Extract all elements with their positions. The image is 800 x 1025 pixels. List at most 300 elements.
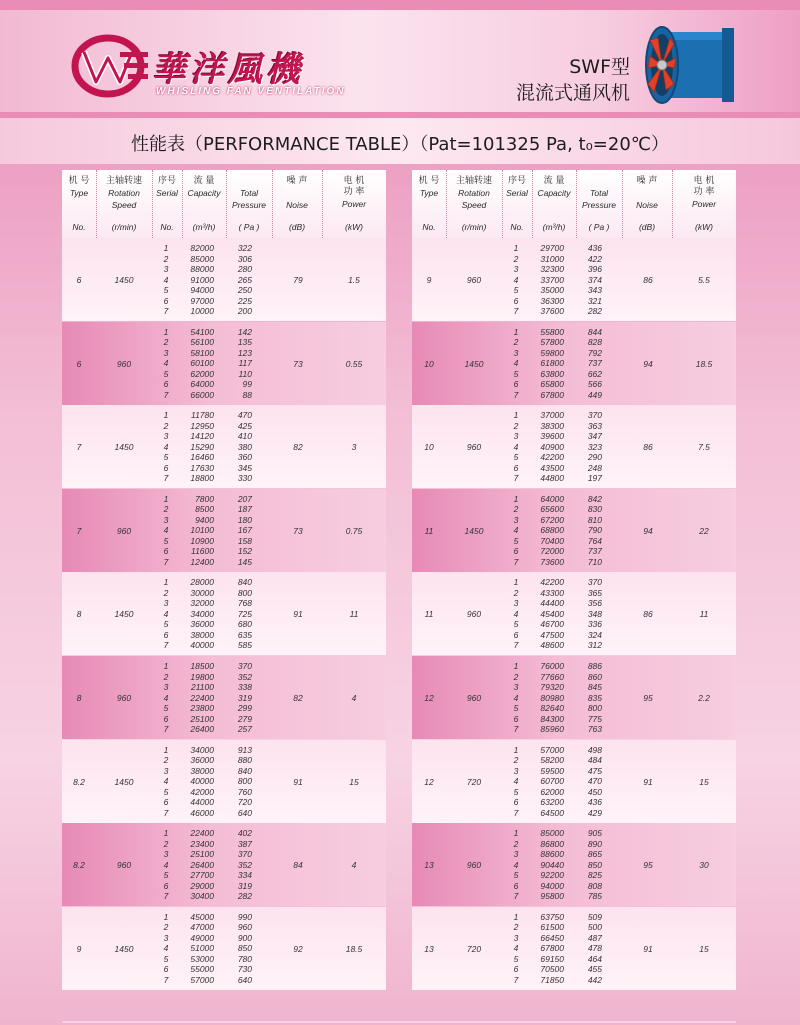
cell-capacity: 63200 [540,797,564,808]
cell-capacity: 49000 [190,932,214,943]
cell-power: 18.5 [345,943,363,954]
cell-speed: 960 [466,693,482,703]
cell-speed: 960 [466,442,482,453]
cell-capacity: 90440 [540,859,564,870]
cell-capacity: 40000 [190,776,214,787]
cell-pressure: 257 [237,724,252,734]
cell-pressure: 835 [587,692,602,703]
table-row [62,322,386,405]
cell-pressure: 800 [237,587,252,598]
cell-speed: 1450 [114,609,134,620]
cell-serial: 1 [513,243,519,253]
cell-capacity: 67800 [540,389,564,400]
cell-pressure: 830 [587,504,602,515]
cell-noise: 86 [643,275,653,285]
cell-noise: 95 [643,693,653,703]
cell-serial: 6 [513,713,519,724]
cell-serial: 6 [163,379,169,390]
cell-capacity: 60700 [540,776,564,787]
header-speed: 主轴转速 Rotation Speed (r/min) [105,176,142,232]
cell-serial: 7 [163,974,169,985]
cell-pressure: 635 [237,629,252,640]
cell-pressure: 299 [237,703,252,713]
cell-serial: 1 [513,828,519,839]
model-description: 混流式通风机 [515,82,630,104]
cell-capacity-list [532,661,564,735]
cell-type: 12 [424,693,434,703]
cell-capacity: 42200 [540,452,564,463]
cell-pressure-list [228,327,252,401]
cell-capacity: 28000 [190,577,214,588]
cell-capacity: 22400 [190,828,214,839]
cell-pressure: 387 [237,838,252,849]
cell-power: 15 [699,943,709,954]
cell-capacity: 42200 [540,577,564,588]
cell-serial: 4 [163,525,169,536]
cell-serial: 4 [163,608,169,619]
cell-serial: 5 [513,870,519,881]
cell-capacity: 61500 [540,922,564,933]
cell-serial: 7 [513,724,519,734]
cell-capacity-list [532,327,564,401]
cell-capacity-list [182,577,214,651]
header-serial: 序号 Serial No. [506,176,528,232]
cell-capacity: 10100 [190,525,214,536]
cell-capacity: 21100 [190,682,214,692]
cell-pressure: 730 [237,964,252,975]
header-top-band [0,0,800,10]
cell-type: 6 [76,275,82,285]
cell-speed: 1450 [114,442,134,453]
cell-serial: 1 [513,744,519,755]
cell-capacity: 26400 [190,859,214,870]
cell-pressure: 88 [242,389,252,400]
cell-type: 13 [424,943,434,954]
cell-serial: 5 [163,786,169,797]
cell-serial: 2 [513,671,519,682]
cell-capacity: 59500 [540,765,564,776]
table-row [412,572,736,655]
cell-pressure: 365 [587,587,602,598]
cell-capacity: 11600 [190,546,214,557]
cell-pressure: 330 [237,473,252,484]
cell-capacity: 8500 [195,504,214,515]
cell-capacity: 65600 [540,504,564,515]
cell-speed: 960 [466,860,482,871]
cell-speed: 1450 [114,943,134,954]
cell-capacity: 64000 [540,493,564,504]
cell-pressure: 470 [237,410,252,421]
cell-serial: 4 [163,943,169,954]
cell-noise: 91 [293,609,303,620]
cell-speed: 960 [116,693,132,703]
cell-serial-list [510,327,522,401]
header [0,0,800,118]
cell-capacity: 14120 [190,431,214,442]
cell-capacity: 85000 [540,828,564,839]
cell-serial: 4 [513,608,519,619]
cell-serial: 5 [513,703,519,713]
cell-serial: 5 [513,285,519,295]
cell-serial: 3 [513,932,519,943]
cell-type: 8 [76,693,82,703]
cell-capacity: 32000 [190,598,214,609]
cell-serial: 4 [513,692,519,703]
cell-serial: 6 [513,462,519,473]
cell-capacity: 12950 [190,420,214,431]
cell-capacity: 92200 [540,870,564,881]
cell-serial: 6 [163,880,169,891]
cell-capacity: 9400 [195,514,214,525]
cell-serial: 3 [163,849,169,860]
brand-name-en: WHISLING FAN VENTILATION [156,86,346,97]
cell-pressure-list [578,577,602,651]
cell-serial: 1 [163,911,169,922]
cell-pressure: 207 [237,493,252,504]
cell-pressure: 737 [587,546,602,557]
cell-pressure: 117 [238,358,252,369]
cell-serial: 5 [513,619,519,630]
cell-pressure-list [228,828,252,902]
cell-capacity: 40900 [540,441,564,452]
cell-capacity: 58100 [190,347,214,358]
cell-serial: 3 [513,682,519,692]
cell-serial: 3 [513,849,519,860]
cell-serial: 7 [513,473,519,484]
cell-pressure: 455 [587,964,602,975]
cell-pressure: 200 [237,306,252,316]
cell-serial: 7 [163,389,169,400]
model-name: SWF型 [569,56,630,78]
cell-serial: 7 [513,891,519,902]
cell-capacity: 10000 [190,306,214,316]
cell-capacity: 7800 [195,493,214,504]
cell-pressure: 800 [587,703,602,713]
cell-power: 0.75 [345,525,363,536]
cell-serial: 5 [513,953,519,964]
cell-pressure: 135 [237,337,252,348]
header-pressure: Total Pressure ( Pa ) [231,188,266,232]
cell-capacity-list [182,661,214,735]
cell-pressure: 585 [237,640,252,651]
cell-pressure: 768 [237,598,252,609]
cell-type: 9 [426,275,432,285]
cell-pressure: 640 [237,974,252,985]
cell-capacity: 57000 [190,974,214,985]
cell-pressure: 990 [237,911,252,922]
table-row [412,740,736,823]
cell-serial: 6 [513,629,519,640]
table-row [62,238,386,321]
header-speed: 主轴转速 Rotation Speed (r/min) [455,176,492,232]
cell-pressure: 828 [587,337,602,348]
cell-capacity: 43300 [540,587,564,598]
cell-serial: 2 [163,671,169,682]
cell-pressure: 352 [237,859,252,870]
cell-noise: 79 [293,275,303,285]
cell-pressure: 312 [587,640,602,651]
cell-speed: 1450 [114,776,134,787]
cell-serial: 4 [513,859,519,870]
cell-serial: 6 [513,797,519,808]
cell-serial: 4 [163,776,169,787]
cell-power: 11 [349,609,359,620]
cell-capacity: 80980 [540,692,564,703]
cell-pressure: 380 [237,441,252,452]
cell-noise: 94 [643,358,653,369]
cell-pressure-list [228,494,252,568]
cell-pressure: 345 [237,462,252,473]
cell-serial: 6 [513,379,519,390]
cell-capacity: 55000 [190,964,214,975]
cell-type: 12 [424,776,434,787]
cell-capacity: 95800 [540,891,564,902]
cell-serial: 7 [163,306,169,316]
cell-capacity: 64000 [190,379,214,390]
cell-pressure: 763 [587,724,602,734]
cell-pressure: 370 [587,577,602,588]
cell-serial: 3 [163,431,169,442]
table-left-half [62,170,386,1021]
cell-serial: 2 [513,420,519,431]
cell-serial-list [510,494,522,568]
table-row [62,740,386,823]
cell-capacity: 53000 [190,953,214,964]
cell-pressure: 402 [237,828,252,839]
cell-capacity: 44400 [540,598,564,609]
cell-serial: 5 [513,535,519,546]
cell-serial: 4 [163,859,169,870]
cell-pressure: 840 [237,577,252,588]
cell-pressure: 764 [587,535,602,546]
cell-capacity: 63750 [540,911,564,922]
cell-pressure: 785 [587,891,602,902]
cell-capacity: 30400 [190,891,214,902]
cell-serial: 2 [513,755,519,766]
cell-pressure: 442 [587,974,602,985]
cell-capacity: 18500 [190,661,214,671]
cell-pressure: 478 [587,943,602,954]
cell-pressure: 250 [237,285,252,295]
cell-serial: 4 [513,441,519,452]
cell-pressure: 323 [587,441,602,452]
cell-serial: 5 [163,870,169,881]
cell-capacity: 77660 [540,671,564,682]
cell-serial: 7 [163,556,169,567]
cell-serial: 1 [163,828,169,839]
cell-pressure: 343 [587,285,602,295]
cell-serial-list [510,912,522,986]
cell-pressure: 880 [237,755,252,766]
cell-pressure: 280 [237,264,252,274]
cell-capacity: 61800 [540,358,564,369]
cell-capacity: 33700 [540,274,564,285]
cell-noise: 86 [643,442,653,453]
cell-pressure: 905 [587,828,602,839]
cell-serial: 6 [163,964,169,975]
cell-capacity: 38000 [190,765,214,776]
cell-pressure: 324 [587,629,602,640]
cell-speed: 960 [116,525,132,536]
cell-serial: 6 [513,295,519,306]
cell-capacity: 47500 [540,629,564,640]
cell-noise: 91 [643,943,653,954]
cell-serial: 6 [163,629,169,640]
header-type: 机 号 Type No. [418,176,440,232]
cell-serial: 6 [513,880,519,891]
cell-power: 2.2 [698,693,710,703]
cell-serial: 6 [513,546,519,557]
cell-serial: 2 [163,420,169,431]
cell-pressure: 422 [587,253,602,264]
cell-pressure-list [578,494,602,568]
cell-pressure: 475 [587,765,602,776]
cell-capacity-list [532,912,564,986]
cell-noise: 73 [293,525,303,536]
cell-capacity: 37600 [540,306,564,316]
table-header [62,170,386,238]
cell-capacity: 85960 [540,724,564,734]
cell-pressure: 720 [237,797,252,808]
table-row [62,907,386,990]
cell-serial: 1 [513,911,519,922]
cell-serial: 4 [513,358,519,369]
table-row [412,238,736,321]
cell-type: 10 [424,358,434,369]
cell-pressure: 780 [237,953,252,964]
cell-serial: 3 [513,514,519,525]
cell-capacity: 88600 [540,849,564,860]
cell-pressure: 760 [237,786,252,797]
cell-pressure: 110 [238,368,252,379]
cell-capacity: 94000 [540,880,564,891]
cell-capacity: 86800 [540,838,564,849]
cell-pressure: 890 [587,838,602,849]
header-power: 电 机 功 率 Power (kW) [341,176,367,232]
cell-pressure: 425 [237,420,252,431]
cell-pressure-list [578,912,602,986]
cell-pressure: 640 [237,807,252,818]
cell-capacity: 66000 [190,389,214,400]
cell-capacity: 38300 [540,420,564,431]
cell-pressure: 374 [587,274,602,285]
header-noise: 噪 声 Noise (dB) [286,176,308,232]
cell-capacity: 58200 [540,755,564,766]
cell-noise: 73 [293,358,303,369]
cell-serial: 4 [513,776,519,787]
cell-pressure: 306 [237,253,252,264]
mixed-flow-fan-image [636,22,746,108]
cell-capacity: 29000 [190,880,214,891]
cell-serial: 2 [163,838,169,849]
cell-capacity: 67200 [540,514,564,525]
cell-capacity: 91000 [190,274,214,285]
cell-serial: 5 [163,619,169,630]
cell-noise: 84 [293,860,303,871]
cell-serial-list [160,661,172,735]
cell-serial: 2 [513,504,519,515]
cell-serial: 7 [163,640,169,651]
cell-capacity: 34000 [190,744,214,755]
cell-capacity: 25100 [190,713,214,724]
cell-capacity: 51000 [190,943,214,954]
cell-serial: 5 [163,703,169,713]
cell-serial: 6 [163,713,169,724]
cell-serial: 7 [163,891,169,902]
cell-pressure: 850 [587,859,602,870]
table-right-half [412,170,736,1021]
cell-pressure: 180 [237,514,252,525]
cell-serial: 7 [513,974,519,985]
cell-capacity: 36000 [190,755,214,766]
cell-serial: 2 [163,922,169,933]
cell-power: 0.55 [345,358,363,369]
table-row [62,489,386,572]
cell-pressure: 680 [237,619,252,630]
cell-pressure: 99 [242,379,252,390]
cell-serial: 6 [163,295,169,306]
cell-capacity: 59800 [540,347,564,358]
cell-pressure: 352 [237,671,252,682]
cell-capacity: 30000 [190,587,214,598]
cell-pressure: 322 [237,243,252,253]
cell-pressure: 336 [587,619,602,630]
cell-pressure: 370 [237,661,252,671]
cell-speed: 960 [116,358,132,369]
cell-capacity: 63800 [540,368,564,379]
cell-serial: 2 [513,922,519,933]
cell-pressure: 509 [587,911,602,922]
cell-serial: 2 [163,504,169,515]
cell-pressure: 436 [587,243,602,253]
cell-capacity: 64500 [540,807,564,818]
cell-capacity: 44800 [540,473,564,484]
cell-serial: 5 [163,368,169,379]
cell-serial-list [160,828,172,902]
cell-pressure-list [228,661,252,735]
table-row [412,322,736,405]
cell-power: 5.5 [698,275,710,285]
table-row [62,405,386,488]
cell-serial: 7 [513,640,519,651]
cell-pressure: 464 [587,953,602,964]
cell-serial-list [510,828,522,902]
cell-capacity-list [182,243,214,317]
header-serial: 序号 Serial No. [156,176,178,232]
cell-serial: 1 [163,661,169,671]
cell-capacity: 84300 [540,713,564,724]
cell-pressure-list [228,410,252,484]
cell-capacity: 32300 [540,264,564,274]
header-pressure: Total Pressure ( Pa ) [581,188,616,232]
cell-serial: 1 [163,243,169,253]
cell-pressure: 800 [237,776,252,787]
cell-capacity: 39600 [540,431,564,442]
cell-serial: 7 [163,807,169,818]
cell-noise: 94 [643,525,653,536]
cell-capacity: 71850 [540,974,564,985]
cell-power: 15 [699,776,709,787]
cell-capacity: 43500 [540,462,564,473]
cell-pressure-list [578,327,602,401]
cell-serial: 6 [163,462,169,473]
cell-serial: 1 [513,326,519,337]
cell-power: 7.5 [698,442,710,453]
cell-pressure: 810 [587,514,602,525]
cell-serial: 5 [513,452,519,463]
cell-pressure: 265 [237,274,252,285]
cell-serial-list [160,745,172,819]
